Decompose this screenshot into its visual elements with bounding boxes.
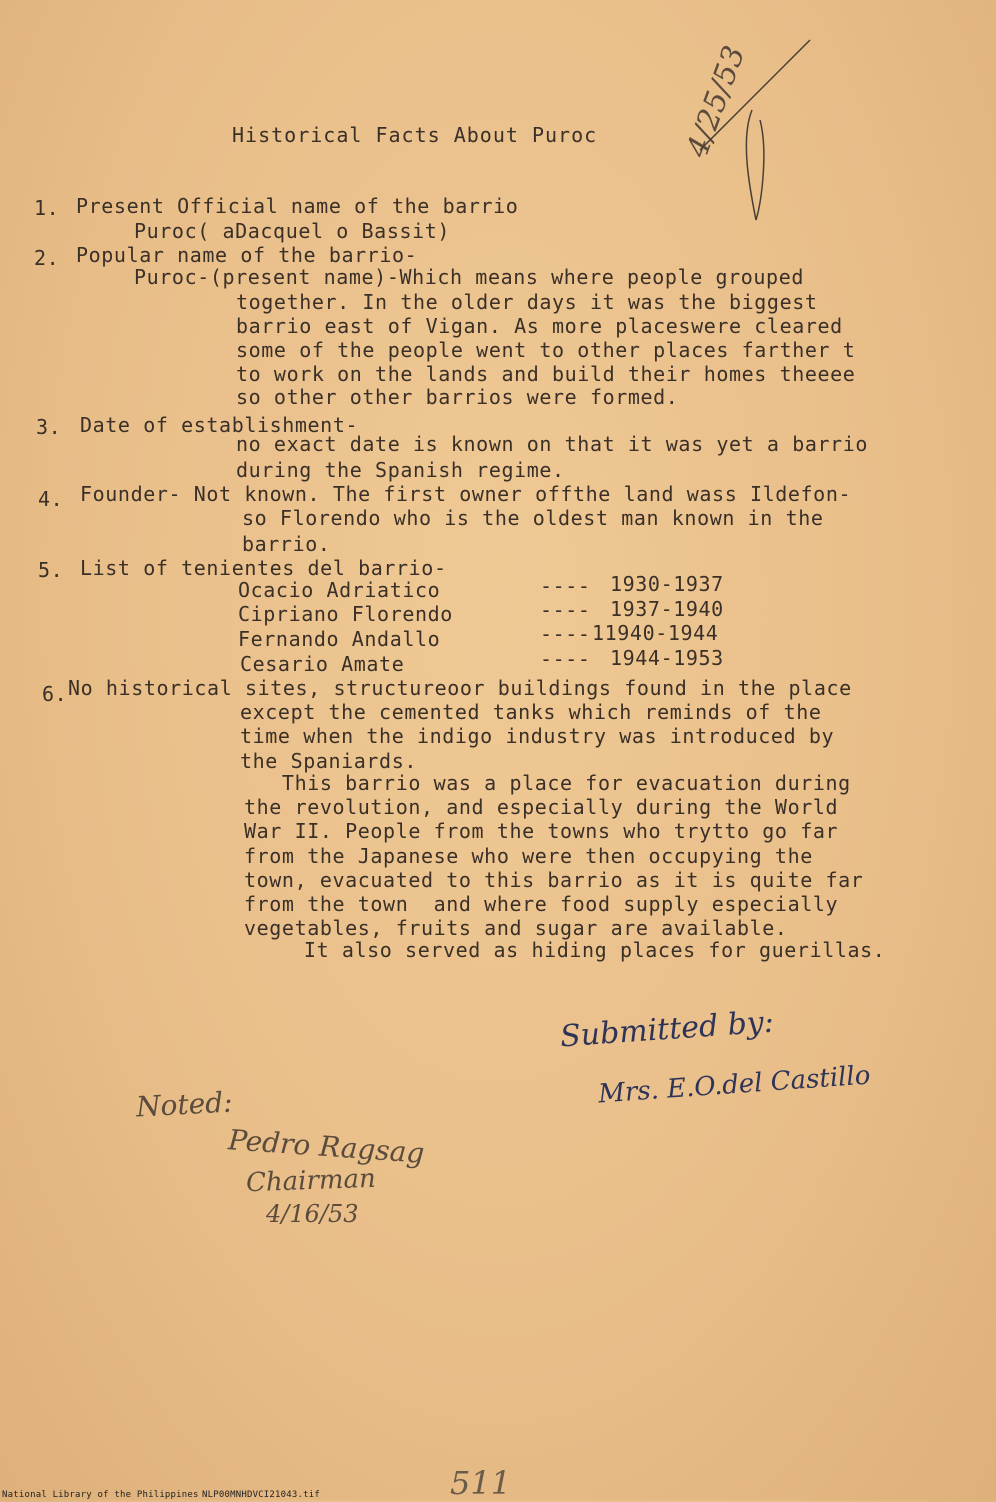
teniente-years: 1930-1937 <box>610 572 724 596</box>
handwritten-date: 4/25/53 <box>680 41 753 162</box>
noted-signature: Pedro Ragsag <box>227 1123 426 1170</box>
item-2-line: some of the people went to other places farther t <box>236 338 856 362</box>
item-2-line: Puroc-(present name)-Which means where people grouped <box>134 265 804 289</box>
item-4-number: 4. <box>38 487 64 511</box>
item-2-line: together. In the older days it was the biggest <box>236 290 818 314</box>
noted-date: 4/16/53 <box>266 1200 359 1228</box>
page-title: Historical Facts About Puroc <box>232 123 598 147</box>
item-4-line: so Florendo who is the oldest man known in the <box>242 506 824 530</box>
item-6-line: except the cemented tanks which reminds of the <box>240 700 822 724</box>
pencil-scribble-icon <box>690 30 820 230</box>
item-2-line: so other other barrios were formed. <box>236 385 679 409</box>
footer-library: National Library of the Philippines <box>2 1490 199 1500</box>
item-2-number: 2. <box>34 246 60 270</box>
item-1-line: Puroc( aDacquel o Bassit) <box>134 219 451 243</box>
teniente-name: Cipriano Florendo <box>238 602 453 626</box>
teniente-years: 1944-1953 <box>610 646 724 670</box>
item-6-line: vegetables, fruits and sugar are available. <box>244 916 788 940</box>
item-6-line: It also served as hiding places for guerillas. <box>266 938 886 962</box>
item-5-label: List of tenientes del barrio- <box>80 556 447 580</box>
item-5-number: 5. <box>38 558 64 582</box>
item-1-label: Present Official name of the barrio <box>76 194 519 218</box>
item-6-line: War II. People from the towns who trytto go far <box>244 819 839 843</box>
noted-label: Noted: <box>135 1085 234 1124</box>
item-4-label: Founder- Not known. The first owner offthe land wass Ildefon- <box>80 482 852 506</box>
item-3-line: no exact date is known on that it was yet a barrio <box>236 432 869 456</box>
item-6-line: the Spaniards. <box>240 749 417 773</box>
page-number: 511 <box>450 1464 512 1502</box>
teniente-name: Cesario Amate <box>240 652 405 676</box>
item-6-number: 6. <box>42 682 68 706</box>
item-6-line: town, evacuated to this barrio as it is quite far <box>244 868 864 892</box>
item-2-line: to work on the lands and build their homes theeee <box>236 362 856 386</box>
teniente-name: Fernando Andallo <box>238 627 441 651</box>
item-3-number: 3. <box>36 415 62 439</box>
teniente-name: Ocacio Adriatico <box>238 578 441 602</box>
item-2-label: Popular name of the barrio- <box>76 243 418 267</box>
item-6-line: from the Japanese who were then occupying the <box>244 844 813 868</box>
teniente-dash: ---- <box>540 598 591 622</box>
teniente-years: 11940-1944 <box>592 621 719 645</box>
item-6-line: from the town and where food supply especially <box>244 892 839 916</box>
item-6-line: the revolution, and especially during the World <box>244 795 839 819</box>
item-6-label: No historical sites, structureoor buildings found in the place <box>68 676 852 700</box>
teniente-dash: ---- <box>540 647 591 671</box>
item-1-number: 1. <box>34 196 60 220</box>
submitted-by-label: Submitted by: <box>559 1004 775 1055</box>
item-3-line: during the Spanish regime. <box>236 458 565 482</box>
item-6-line: time when the indigo industry was introduced by <box>240 724 835 748</box>
signature-name: Mrs. E.O.del Castillo <box>597 1060 872 1110</box>
footer-filename: NLP00MNHDVCI21043.tif <box>202 1490 320 1500</box>
teniente-dash: ---- <box>540 574 591 598</box>
item-2-line: barrio east of Vigan. As more placeswere cleared <box>236 314 843 338</box>
teniente-dash: ---- <box>540 622 591 646</box>
item-3-label: Date of establishment- <box>80 413 359 437</box>
item-6-line: This barrio was a place for evacuation during <box>244 771 851 795</box>
noted-role: Chairman <box>245 1163 377 1199</box>
teniente-years: 1937-1940 <box>610 597 724 621</box>
item-4-line: barrio. <box>242 532 331 556</box>
